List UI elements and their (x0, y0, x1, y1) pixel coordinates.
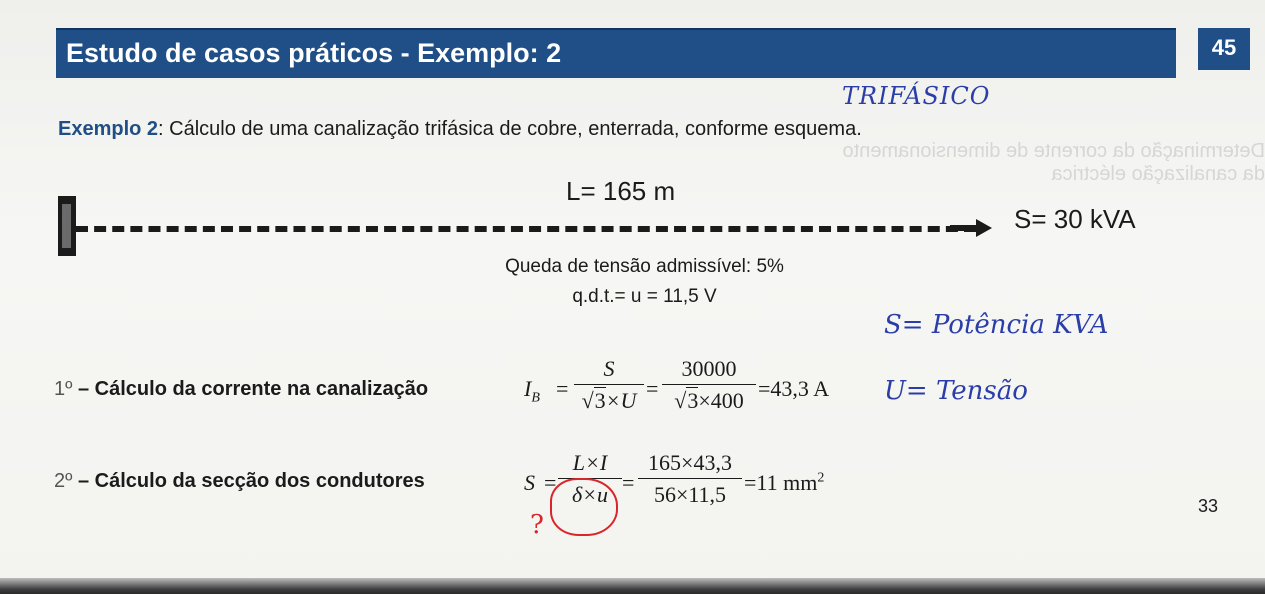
handwritten-note-s: S= Potência KVA (884, 310, 1109, 340)
step1-denominator-numeric-rest: ×400 (698, 388, 744, 413)
step1-fraction-numeric (662, 356, 756, 414)
side-page-number: 33 (1198, 496, 1219, 516)
step1-number: 1º (54, 378, 73, 400)
red-question-mark: ? (530, 510, 544, 540)
source-symbol (58, 196, 76, 256)
bleed-through-text: Determinação da corrente de dimensionamento da canalização eléctrica (842, 140, 1265, 185)
step2-numerator-symbolic: L×I (572, 450, 608, 475)
example-label: Exemplo 2 (58, 118, 159, 140)
current-subscript: B (531, 390, 540, 406)
example-description: : Cálculo de uma canalização trifásica de cobre, enterrada, conforme esquema. (158, 118, 862, 140)
page-bottom-edge (0, 578, 1265, 594)
step1-result: =43,3 A (758, 376, 830, 401)
step1-equals-2: = (646, 376, 659, 401)
voltage-drop-value: q.d.t.= u = 11,5 V (572, 286, 717, 307)
step2-number: 2º (54, 470, 73, 492)
step2-equals-2: = (622, 470, 635, 495)
section-title-bar (56, 28, 1176, 78)
step2-denominator-symbolic: δ×u (558, 478, 622, 508)
arrow-shaft (950, 225, 978, 231)
step1-denominator-numeric: √3×400 (662, 384, 756, 414)
sqrt-radicand-2: 3 (687, 388, 699, 413)
step2-result-exponent: 2 (817, 470, 825, 486)
handwritten-note-trifasico: TRIFÁSICO (842, 82, 991, 110)
step1-label: – Cálculo da corrente na canalização (72, 378, 429, 400)
step2-heading (54, 470, 425, 493)
step2-label: – Cálculo da secção dos condutores (72, 470, 425, 492)
section-title: Estudo de casos práticos - Exemplo: 2 (66, 38, 562, 68)
arrow-right-icon (976, 219, 992, 237)
step1-numerator-numeric: 30000 (681, 356, 737, 381)
line-length-label: L= 165 m (566, 176, 676, 206)
step2-result-value: =11 mm (744, 470, 818, 495)
step1-equals: = (556, 376, 569, 401)
voltage-drop-allowed: Queda de tensão admissível: 5% (505, 256, 784, 277)
cable-dashed-line (76, 226, 976, 232)
step2-fraction-numeric (638, 450, 742, 508)
page-badge-number: 45 (1211, 35, 1237, 60)
step2-numerator-numeric: 165×43,3 (648, 450, 732, 475)
step2-equals: = (544, 470, 557, 495)
step1-numerator-symbolic: S (603, 356, 615, 381)
current-symbol: I (524, 376, 532, 401)
step1-lhs (524, 376, 540, 406)
step1-denominator-rest: ×U (605, 388, 637, 413)
page-badge (1198, 28, 1250, 70)
sqrt-radicand: 3 (594, 388, 606, 413)
step2-lhs: S (524, 470, 535, 495)
step2-denominator-numeric: 56×11,5 (638, 478, 742, 508)
load-power-label: S= 30 kVA (1014, 204, 1136, 234)
handwritten-note-u: U= Tensão (884, 376, 1028, 406)
step1-heading (54, 378, 428, 401)
example-intro (58, 118, 862, 141)
step2-result (744, 470, 824, 496)
red-circle-annotation (550, 478, 618, 536)
step1-fraction-symbolic (574, 356, 644, 414)
step1-denominator-symbolic: √3×U (574, 384, 644, 414)
